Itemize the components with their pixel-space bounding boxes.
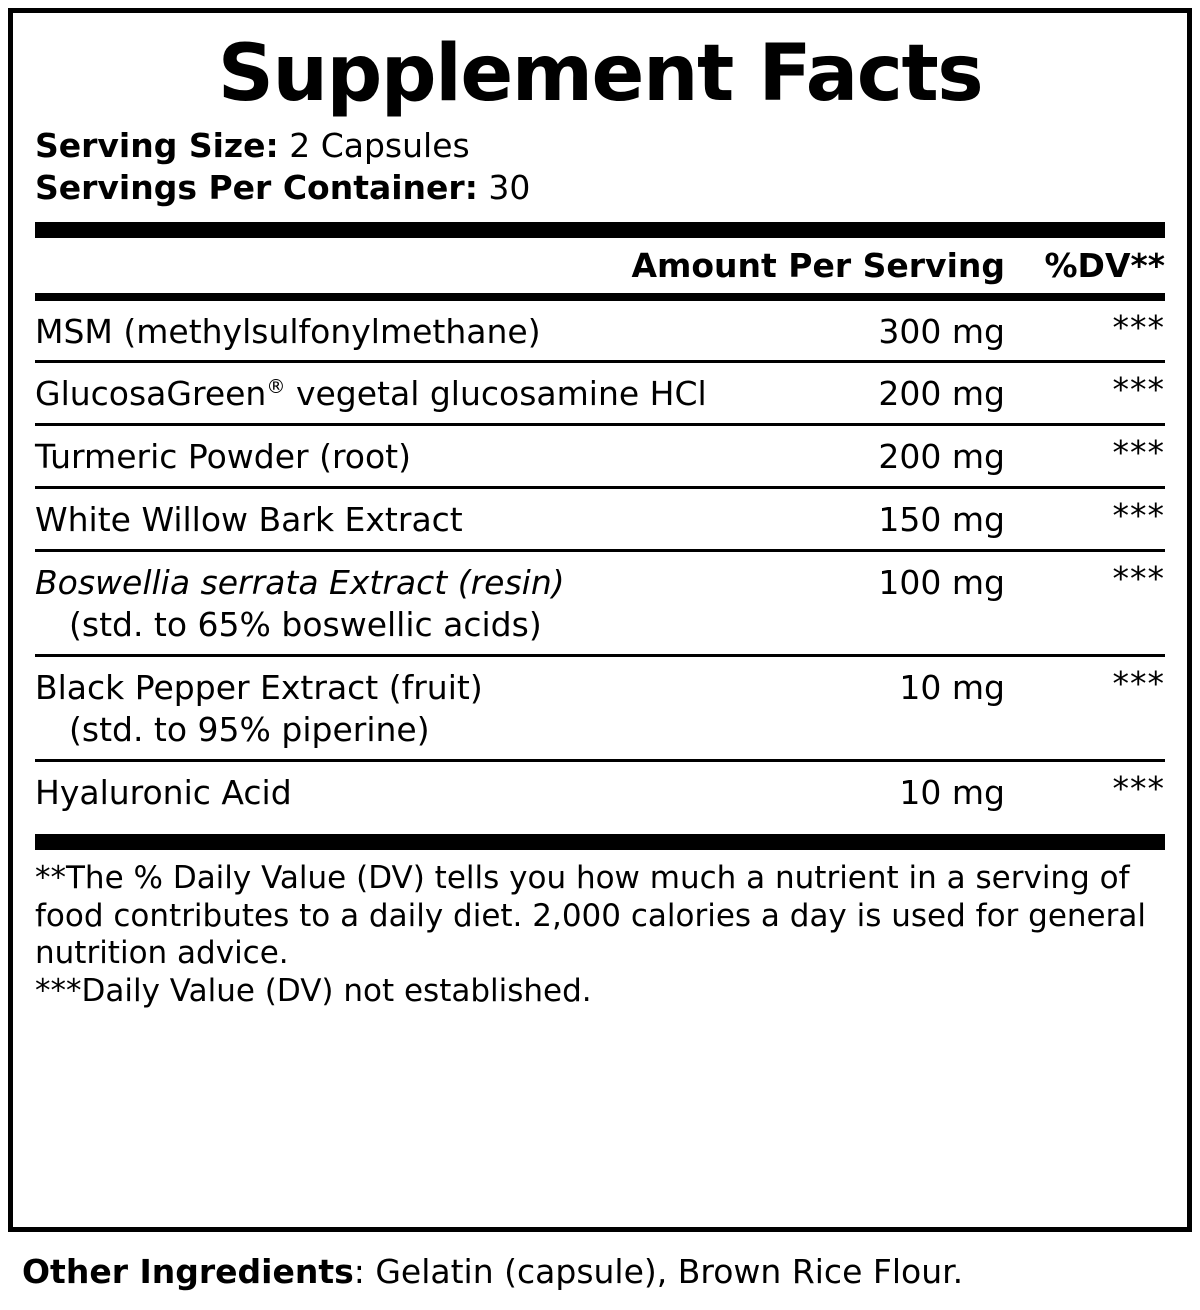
ingredient-name: Hyaluronic Acid	[35, 772, 292, 812]
other-ingredients	[8, 1252, 1192, 1292]
column-header-row	[35, 238, 1165, 293]
table-row	[35, 489, 1165, 549]
serving-size-line	[35, 125, 1165, 167]
ingredient-dv: ***	[1112, 559, 1165, 599]
table-row	[35, 657, 1165, 759]
ingredient-name-text: GlucosaGreen® vegetal glucosamine HCl	[35, 374, 707, 414]
ingredient-amount: 200 mg	[878, 374, 1005, 414]
ingredient-name	[35, 373, 790, 415]
ingredient-name-sub: (std. to 95% piperine)	[69, 709, 430, 749]
ingredient-amount: 200 mg	[878, 437, 1005, 477]
table-row	[35, 301, 1165, 361]
footnote-not-established: ***Daily Value (DV) not established.	[35, 973, 592, 1010]
divider-thick-bottom	[35, 834, 1165, 850]
serving-size-value: 2 Capsules	[289, 126, 470, 166]
ingredient-name: Turmeric Powder (root)	[35, 437, 411, 477]
ingredient-name	[35, 667, 790, 751]
table-row	[35, 552, 1165, 654]
divider-thick-top	[35, 222, 1165, 238]
ingredient-name-text: Black Pepper Extract (fruit)	[35, 668, 483, 707]
table-row	[35, 426, 1165, 486]
ingredient-dv: ***	[1112, 370, 1165, 410]
ingredient-dv: ***	[1112, 664, 1165, 703]
ingredient-dv: ***	[1112, 496, 1165, 536]
servings-per-container-value: 30	[488, 168, 531, 208]
ingredient-amount: 10 mg	[899, 772, 1005, 812]
registered-mark: ®	[266, 375, 286, 399]
servings-per-container-label: Servings Per Container:	[35, 168, 478, 208]
servings-per-container-line	[35, 167, 1165, 209]
column-header-amount: Amount Per Serving	[631, 245, 1005, 285]
column-header-dv: %DV**	[1044, 245, 1165, 285]
other-ingredients-label: Other Ingredients	[22, 1252, 354, 1291]
ingredient-amount: 150 mg	[878, 500, 1005, 540]
panel-title: Supplement Facts	[217, 29, 983, 119]
table-row	[35, 363, 1165, 423]
footnote-daily-value: **The % Daily Value (DV) tells you how much a nutrient in a serving of food contributes to a daily diet. 2,000 calories a day is used for general nutrition advice.	[35, 859, 1146, 972]
ingredient-amount: 100 mg	[878, 563, 1005, 603]
ingredient-dv: ***	[1112, 433, 1165, 473]
ingredient-amount: 300 mg	[878, 311, 1005, 351]
ingredient-amount: 10 mg	[899, 668, 1005, 707]
ingredient-name: White Willow Bark Extract	[35, 500, 463, 540]
serving-size-label: Serving Size:	[35, 126, 279, 166]
other-ingredients-value: : Gelatin (capsule), Brown Rice Flour.	[353, 1252, 964, 1291]
ingredient-dv: ***	[1112, 307, 1165, 347]
ingredient-dv: ***	[1112, 768, 1165, 808]
ingredient-name-sub: (std. to 65% boswellic acids)	[69, 605, 542, 645]
ingredient-name	[35, 562, 790, 646]
table-row	[35, 762, 1165, 822]
ingredient-name-text: Boswellia serrata Extract (resin)	[35, 563, 565, 603]
footnotes	[35, 850, 1165, 1011]
ingredient-name: MSM (methylsulfonylmethane)	[35, 311, 541, 351]
divider-medium-header	[35, 293, 1165, 301]
facts-panel	[8, 8, 1192, 1232]
